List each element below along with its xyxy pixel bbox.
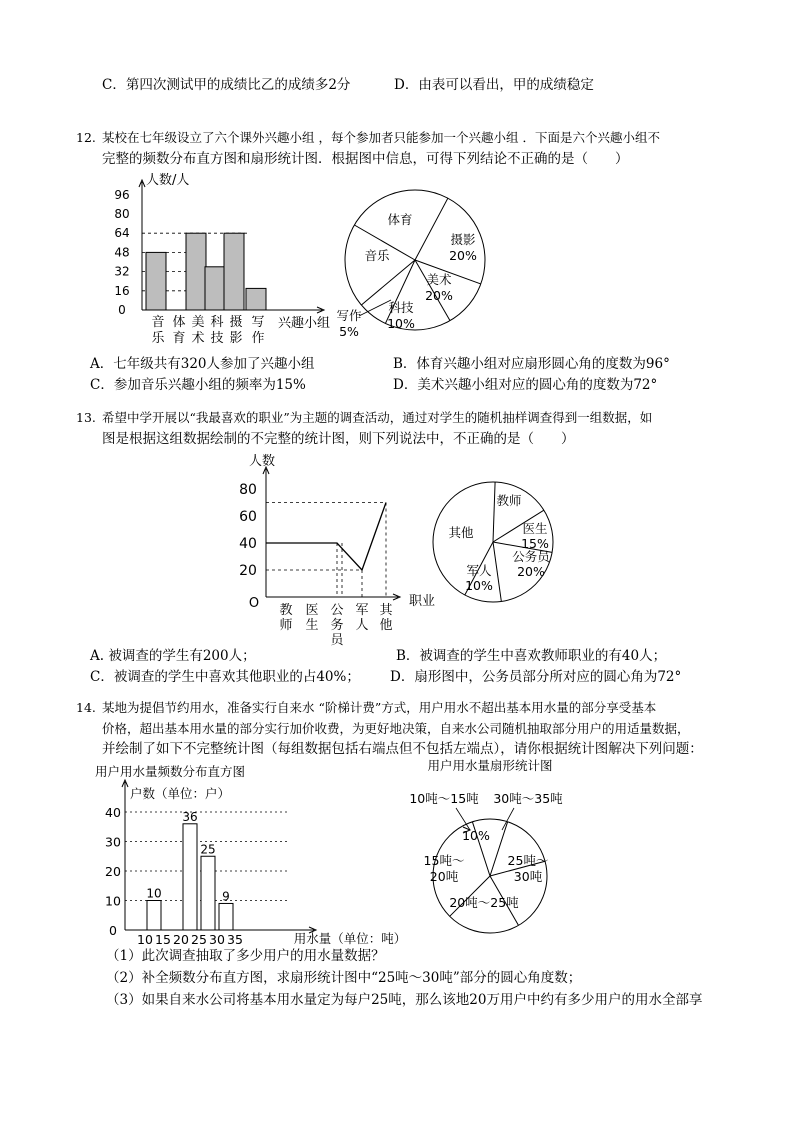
pie-label: 20%: [517, 564, 545, 579]
y-tick-label: 32: [114, 264, 130, 279]
x-tick-label: 人: [355, 618, 369, 633]
x-tick-label: 育: [172, 331, 186, 346]
y-tick-label: 40: [105, 805, 121, 820]
y-axis-label: 人数/人: [146, 173, 190, 188]
q13-option-c: C．被调查的学生中喜欢其他职业的占40%；: [90, 669, 360, 685]
pie-label: 音乐: [364, 248, 390, 263]
pie-label: 写作: [336, 308, 362, 323]
q13-pie-chart: [425, 475, 565, 615]
histogram-bar: [201, 856, 215, 930]
x-tick-label: 音: [151, 315, 165, 330]
pie-label: 科技: [388, 300, 414, 315]
q12-option-a: A．七年级共有320人参加了兴趣小组: [90, 356, 315, 372]
y-tick-label: 0: [118, 303, 126, 317]
x-tick-label: 20: [173, 932, 189, 947]
pie-label: 体育: [387, 212, 413, 227]
x-tick-label: 师: [279, 618, 293, 633]
q13-option-d: D．扇形图中，公务员部分所对应的圆心角为72°: [390, 669, 682, 685]
pie-label: 10%: [465, 578, 493, 593]
x-tick-label: 25: [191, 932, 207, 947]
q14-stem-line1: 某地为提倡节约用水，准备实行自来水 “阶梯计费”方式，用户用水不超出基本用水量的部分享受基本: [102, 700, 657, 715]
bar-摄影: [224, 233, 244, 310]
pie-label: 美术: [426, 272, 452, 287]
x-tick-label: 影: [229, 331, 243, 346]
x-tick-label: 10: [137, 932, 153, 947]
x-tick-label: 教: [279, 603, 293, 618]
x-tick-label: 乐: [151, 331, 165, 346]
y-axis-label: 人数: [248, 454, 276, 469]
bar-data-label: 10: [146, 886, 162, 901]
pie-label: 10%: [462, 828, 490, 843]
origin-label: O: [248, 596, 260, 611]
x-tick-label: 摄: [229, 315, 243, 330]
histogram-bar: [147, 901, 161, 931]
q11-option-d: D．由表可以看出，甲的成绩稳定: [394, 77, 594, 93]
bar-data-label: 36: [182, 809, 198, 824]
q14-pie-chart: [400, 758, 580, 933]
x-tick-label: 科: [210, 315, 224, 330]
q14-number: 14.: [76, 700, 96, 715]
q14-stem-line2: 价格，超出基本用水量的部分实行加价收费，为更好地决策，自来水公司随机抽取部分用户的用适量数据，: [102, 721, 690, 736]
pie-leader-line: [502, 808, 514, 830]
q12-option-b: B．体育兴趣小组对应扇形圆心角的度数为96°: [393, 356, 670, 372]
bar-科技: [205, 267, 225, 310]
histogram-bar: [219, 903, 233, 930]
x-tick-label: 体: [172, 315, 186, 330]
y-tick-label: 60: [239, 509, 257, 525]
bar-美术: [186, 233, 206, 310]
x-tick-label: 医: [305, 603, 319, 618]
pie-sector-edge: [490, 822, 508, 876]
y-tick-label: 48: [114, 245, 130, 260]
q14-histogram: [94, 762, 407, 952]
x-tick-label: 生: [305, 618, 319, 633]
x-tick-label: 技: [210, 331, 224, 346]
q14-stem-line3: 并绘制了如下不完整统计图（每组数据包括右端点但不包括左端点），请你根据统计图解决下列问题：: [102, 741, 703, 757]
q12-option-d: D．美术兴趣小组对应的圆心角的度数为72°: [393, 377, 658, 393]
pie-sector-edge: [493, 482, 495, 542]
x-axis-label: 兴趣小组: [277, 316, 331, 331]
q11-option-c: C．第四次测试甲的成绩比乙的成绩多2分: [102, 77, 351, 93]
chart-title: 用户用水量扇形统计图: [427, 758, 553, 773]
q12-option-c: C．参加音乐兴趣小组的频率为15%: [90, 377, 306, 393]
pie-label: 20吨～25吨: [449, 895, 519, 910]
q12-pie-chart: [335, 176, 495, 346]
q13-option-a: A. 被调查的学生有200人；: [90, 648, 256, 664]
x-tick-label: 作: [251, 331, 265, 346]
pie-label: 10吨～15吨: [409, 791, 479, 806]
pie-sector-edge: [361, 260, 415, 305]
x-tick-label: 15: [155, 932, 171, 947]
data-line: [286, 503, 386, 571]
chart-title: 用户用水量频数分布直方图: [94, 764, 246, 779]
x-axis-label: 职业: [408, 594, 436, 609]
pie-label: 20%: [449, 248, 477, 263]
y-tick-label: 16: [114, 283, 130, 298]
x-tick-label: 美: [191, 315, 205, 330]
q12-stem-line2: 完整的频数分布直方图和扇形统计图．根据图中信息，可得下列结论不正确的是（ ）: [102, 151, 629, 167]
pie-label: 20吨: [429, 869, 459, 884]
pie-label: 15吨～: [423, 853, 465, 868]
pie-leader-line: [456, 808, 470, 830]
x-tick-label: 员: [330, 633, 344, 648]
y-tick-label: 40: [239, 536, 257, 552]
histogram-bar: [183, 824, 197, 930]
pie-label: 5%: [339, 324, 359, 339]
pie-label: 30吨～35吨: [493, 791, 563, 806]
pie-label: 25吨～: [507, 853, 549, 868]
pie-sector-edge: [415, 198, 448, 260]
pie-label: 15%: [521, 536, 549, 551]
pie-label: 20%: [425, 288, 453, 303]
x-tick-label: 军: [355, 603, 369, 618]
q14-subquestion-2: （2）补全频数分布直方图，求扇形统计图中“25吨～30吨”部分的圆心角度数；: [106, 970, 582, 986]
q13-number: 13.: [76, 410, 96, 425]
pie-label: 其他: [448, 525, 474, 540]
bar-音乐: [146, 252, 166, 310]
q12-bar-chart: [100, 172, 340, 347]
pie-label: 医生: [522, 521, 548, 536]
x-tick-label: 30: [209, 932, 225, 947]
pie-label: 教师: [496, 493, 522, 508]
x-tick-label: 公: [330, 603, 344, 618]
y-axis-label: 户数（单位：户）: [130, 786, 231, 801]
y-tick-label: 80: [239, 482, 257, 498]
pie-label: 摄影: [450, 232, 476, 247]
q13-line-chart: [236, 454, 436, 648]
x-tick-label: 务: [330, 618, 344, 633]
y-tick-label: 20: [239, 563, 257, 579]
x-tick-label: 术: [191, 331, 205, 346]
pie-sector-edge: [493, 542, 501, 601]
y-tick-label: 20: [105, 864, 121, 879]
x-axis-label: 用水量（单位：吨）: [293, 931, 407, 946]
bar-data-label: 9: [222, 889, 230, 904]
y-tick-label: 30: [105, 834, 121, 850]
q12-stem-line1: 某校在七年级设立了六个课外兴趣小组 ，每个参加者只能参加一个兴趣小组 ．下面是六个兴趣小组不: [102, 130, 660, 145]
y-tick-label: 96: [114, 187, 130, 202]
q13-stem-line2: 图是根据这组数据绘制的不完整的统计图，则下列说法中，不正确的是（ ）: [102, 431, 575, 447]
pie-label: 军人: [466, 563, 492, 578]
pie-label: 10%: [387, 316, 415, 331]
bar-data-label: 25: [200, 842, 216, 857]
q13-option-b: B．被调查的学生中喜欢教师职业的有40人；: [396, 648, 667, 664]
y-tick-label: 0: [109, 923, 117, 938]
pie-label: 30吨: [513, 869, 543, 884]
q14-subquestion-1: （1）此次调查抽取了多少用户的用水量数据？: [106, 948, 385, 964]
y-tick-label: 10: [105, 893, 121, 909]
y-tick-label: 64: [114, 226, 130, 241]
x-tick-label: 35: [227, 932, 243, 947]
q14-subquestion-3: （3）如果自来水公司将基本用水量定为每户25吨，那么该地20万用户中约有多少用户的用水全部享: [106, 992, 703, 1008]
q13-stem-line1: 希望中学开展以“我最喜欢的职业”为主题的调查活动，通过对学生的随机抽样调查得到一组数据，如: [102, 410, 653, 425]
y-tick-label: 80: [114, 207, 130, 221]
x-tick-label: 他: [379, 618, 393, 633]
x-tick-label: 写: [251, 315, 265, 330]
x-tick-label: 其: [379, 603, 393, 618]
pie-label: 公务员: [512, 549, 550, 564]
bar-写作: [246, 288, 266, 310]
q12-number: 12.: [76, 130, 96, 145]
